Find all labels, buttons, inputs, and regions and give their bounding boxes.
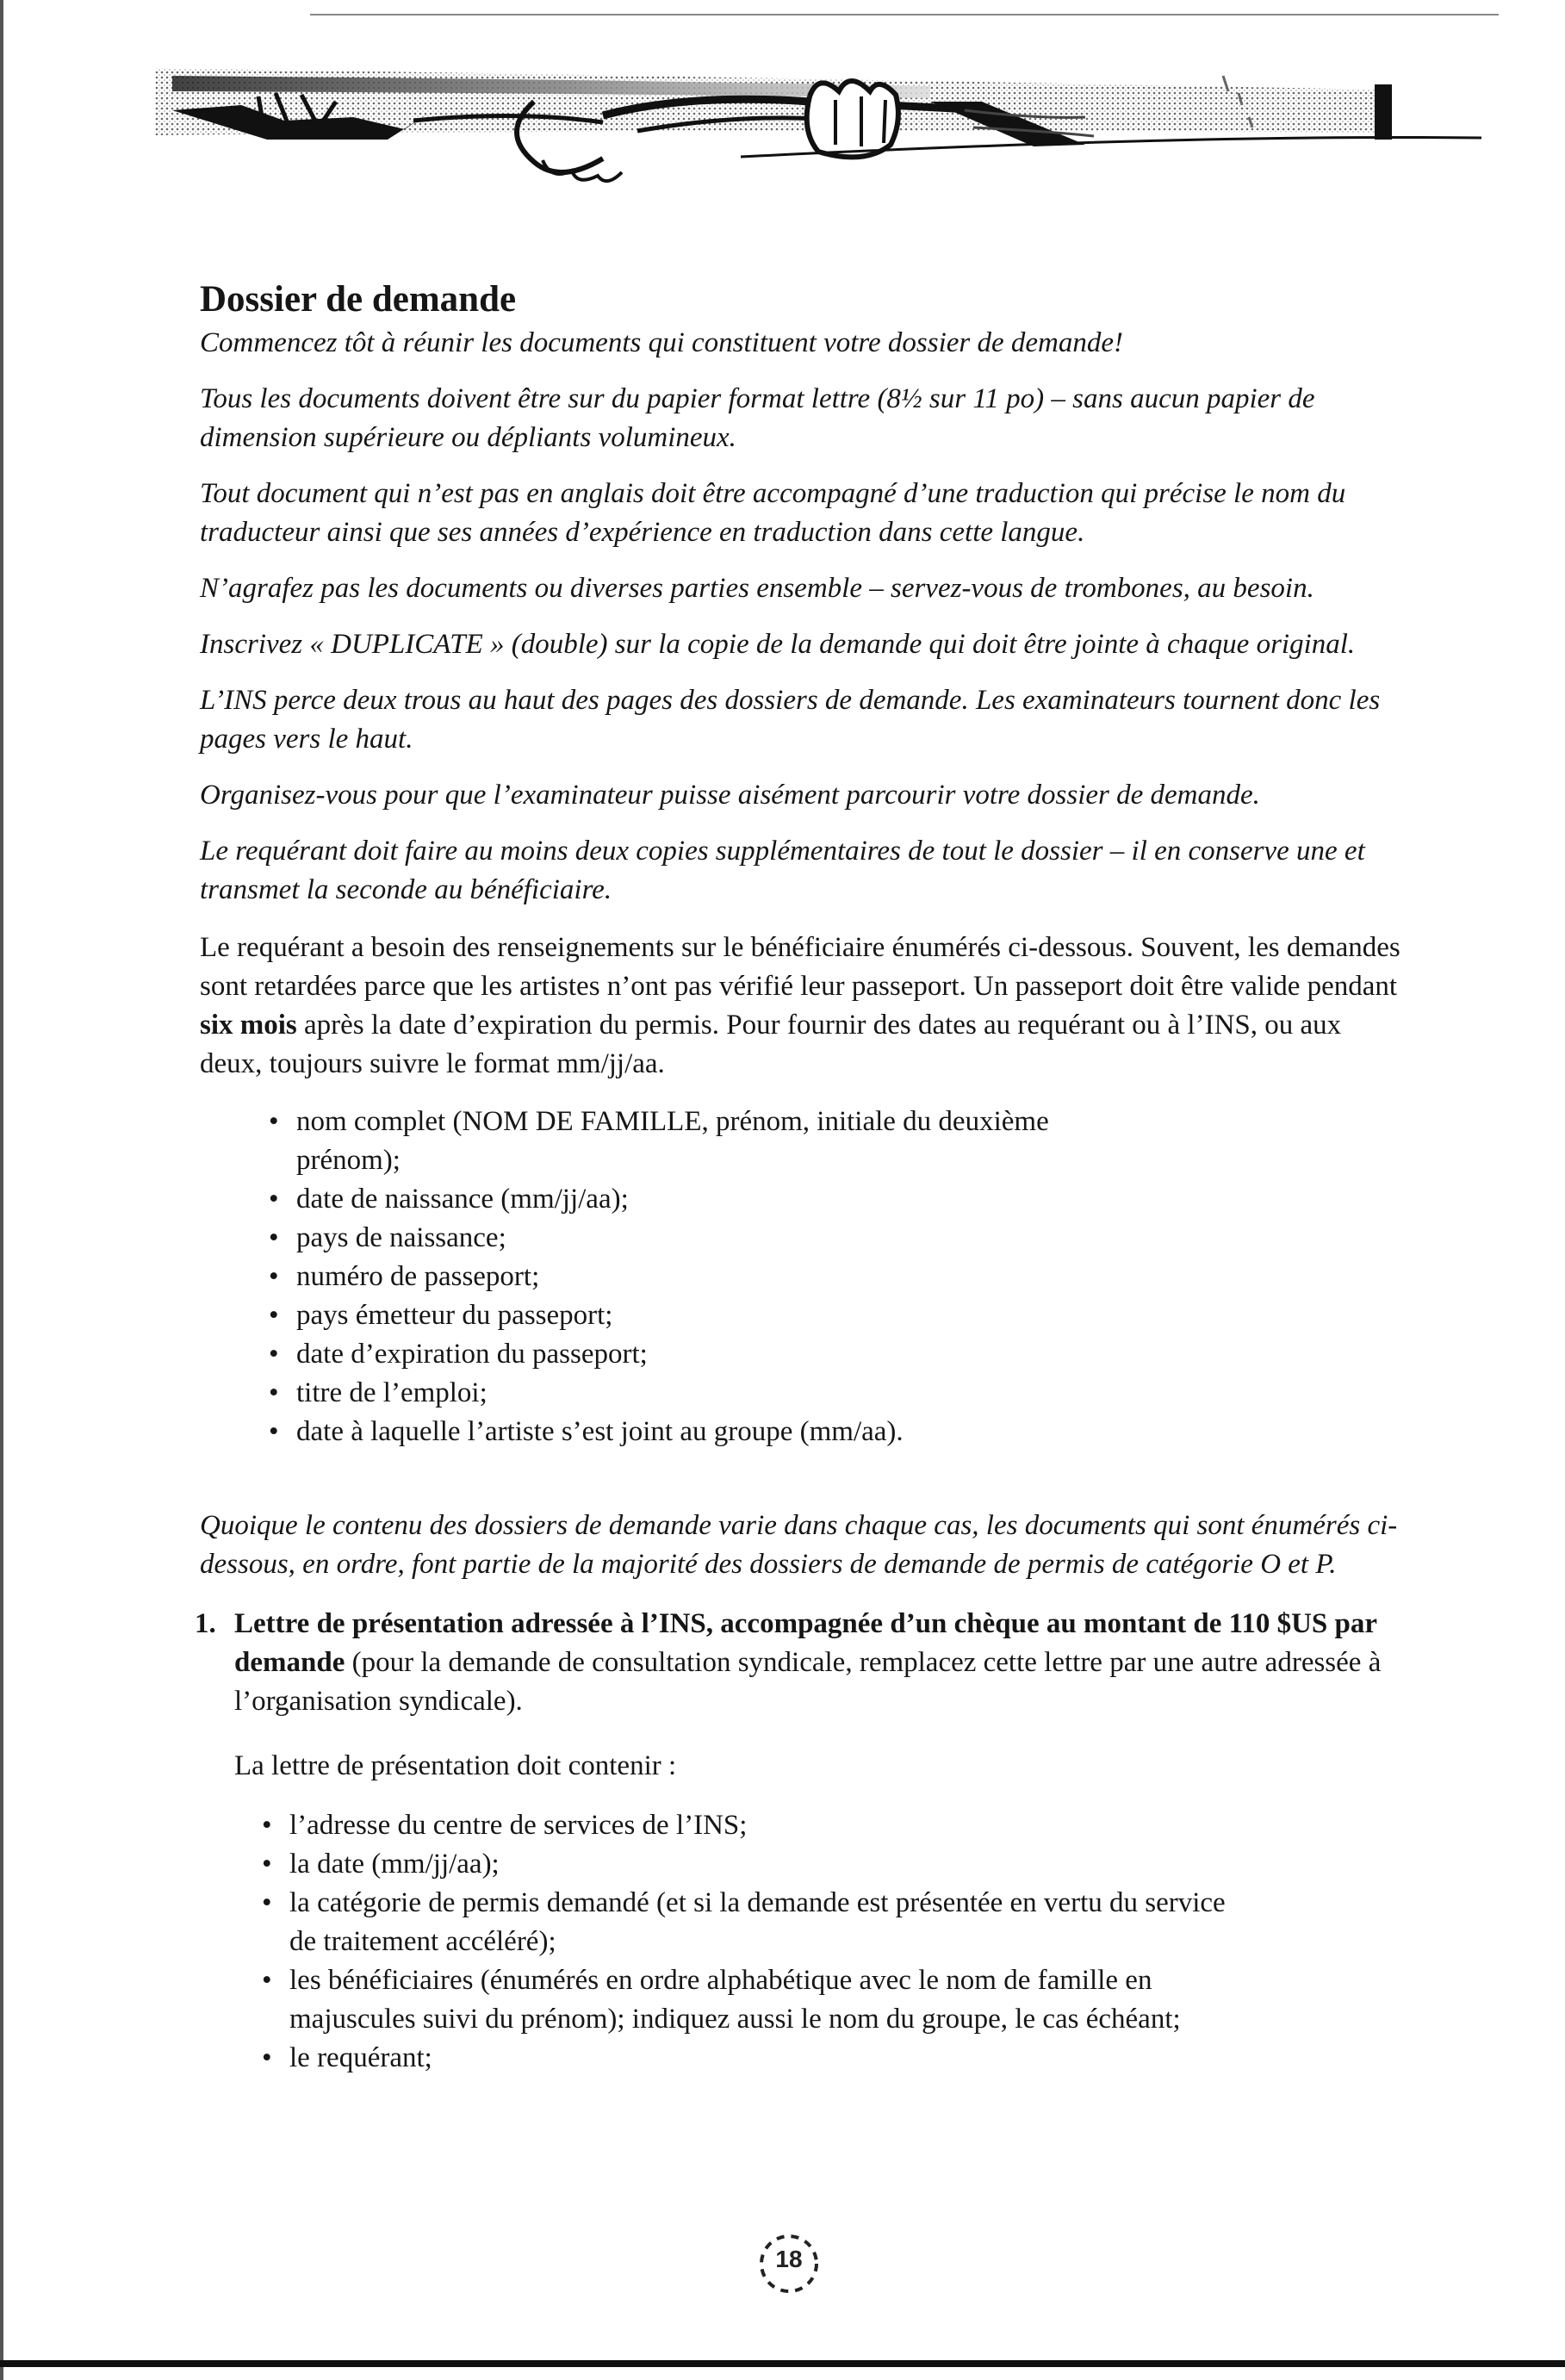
list-item: • l’adresse du centre de services de l’INS; — [262, 1806, 1235, 1845]
italic-intro: Quoique le contenu des dossiers de demande varie dans chaque cas, les documents qui sont énumérés ci-dessous, en ordre, font partie de la majorité des dossiers de demande de permis de catégorie O et P. — [200, 1510, 1398, 1580]
numbered-list — [195, 1605, 1406, 2078]
italic-paragraph: Tout document qui n’est pas en anglais doit être accompagné d’une traduction qui précise le nom du traducteur ainsi que ses années d’expérience en traduction dans cette langue. — [200, 478, 1346, 548]
bottom-rule — [0, 2360, 1565, 2367]
item-number: 1. — [195, 1608, 216, 1639]
body-text: après la date d’expiration du permis. Pour fournir des dates au requérant ou à l’INS, ou aux deux, toujours suivre le format mm/jj/aa. — [200, 1010, 1342, 1079]
list-item: • pays émetteur du passeport; — [269, 1296, 1130, 1335]
body-text: Le requérant a besoin des renseignements sur le bénéficiaire énumérés ci-dessous. Souvent, les demandes sont retardées parce que les artistes n’ont pas vérifié leur passeport. Un passeport doit être valide pendant — [200, 932, 1400, 1002]
page-number: 18 — [775, 2246, 803, 2272]
list-item: • date à laquelle l’artiste s’est joint au groupe (mm/aa). — [269, 1413, 1130, 1451]
list-item: • le requérant; — [262, 2039, 1235, 2078]
top-rule — [310, 14, 1499, 16]
item-bold-text: Lettre de présentation adressée à l’INS, accompagnée d’un chèque au montant de 110 $US par demande — [234, 1608, 1377, 1678]
page-content — [195, 277, 1406, 2078]
section-heading: Dossier de demande — [200, 279, 517, 320]
italic-paragraph: N’agrafez pas les documents ou diverses parties ensemble – servez-vous de trombones, au besoin. — [200, 573, 1314, 604]
italic-paragraph: L’INS perce deux trous au haut des pages des dossiers de demande. Les examinateurs tournent donc les pages vers le haut. — [200, 685, 1381, 755]
italic-paragraph: Tous les documents doivent être sur du papier format lettre (8½ sur 11 po) – sans aucun papier de dimension supérieure ou dépliants volumineux. — [200, 383, 1315, 453]
list-item: • numéro de passeport; — [269, 1258, 1130, 1296]
list-item: • pays de naissance; — [269, 1219, 1130, 1258]
banner-illustration — [155, 50, 1499, 196]
italic-paragraph: Le requérant doit faire au moins deux copies supplémentaires de tout le dossier – il en conserve une et transmet la seconde au bénéficiaire. — [200, 836, 1365, 905]
item-sub-intro: La lettre de présentation doit contenir : — [234, 1750, 677, 1781]
item-rest-text: (pour la demande de consultation syndicale, remplacez cette lettre par une autre adressée à l’organisation syndicale). — [234, 1647, 1382, 1717]
item-text — [234, 1605, 1406, 1721]
list-item: • nom complet (NOM DE FAMILLE, prénom, initiale du deuxième prénom); — [269, 1103, 1130, 1180]
numbered-item — [195, 1605, 1406, 2078]
italic-paragraph: Inscrivez « DUPLICATE » (double) sur la copie de la demande qui doit être jointe à chaque original. — [200, 629, 1356, 660]
list-item: • les bénéficiaires (énumérés en ordre alphabétique avec le nom de famille en majuscules suivi du prénom); indiquez aussi le nom du groupe, le cas échéant; — [262, 1961, 1235, 2039]
page-edge-left — [0, 0, 3, 2380]
cover-letter-list — [262, 1806, 1235, 2078]
section-subheading: Commencez tôt à réunir les documents qui constituent votre dossier de demande! — [200, 327, 1124, 358]
italic-paragraph: Organisez-vous pour que l’examinateur puisse aisément parcourir votre dossier de demande. — [200, 780, 1260, 811]
body-paragraph — [200, 929, 1406, 1084]
page-number-badge — [756, 2231, 822, 2296]
list-item: • date d’expiration du passeport; — [269, 1335, 1130, 1374]
list-item: • date de naissance (mm/jj/aa); — [269, 1180, 1130, 1219]
list-item: • titre de l’emploi; — [269, 1374, 1130, 1413]
list-item: • la catégorie de permis demandé (et si la demande est présentée en vertu du service de traitement accéléré); — [262, 1884, 1235, 1961]
beneficiary-list — [269, 1103, 1130, 1451]
list-item: • la date (mm/jj/aa); — [262, 1845, 1235, 1884]
body-bold-text: six mois — [200, 1010, 297, 1041]
